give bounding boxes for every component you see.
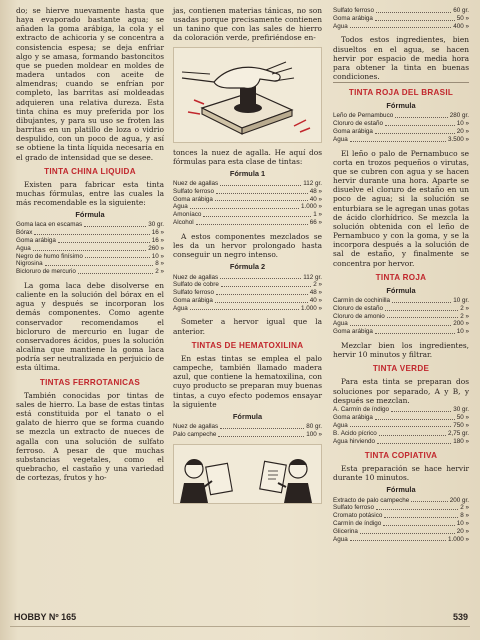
ingredient-name: Agua hirviendo — [333, 438, 376, 446]
recipe-item — [333, 128, 469, 136]
recipe-item — [333, 136, 469, 144]
dotted-leader — [375, 414, 455, 420]
recipe-item — [16, 245, 164, 253]
ingredient-quantity: 10 » — [456, 519, 469, 527]
ingredient-name: Bicloruro de mercurio — [16, 268, 76, 276]
ingredient-name: Agua — [333, 22, 348, 30]
recipe-formula-3 — [173, 423, 322, 439]
recipe-item — [173, 211, 322, 219]
paragraph-copia: Esta preparación se hace hervir durante 10 minutos. — [333, 464, 469, 483]
dotted-leader — [33, 245, 147, 251]
ingredient-name: Extracto de palo campeche — [333, 496, 410, 504]
dotted-leader — [375, 128, 455, 134]
recipe-item — [173, 289, 322, 297]
recipe-china — [16, 221, 164, 276]
recipe-item — [333, 497, 469, 505]
ingredient-quantity: 200 » — [453, 320, 469, 328]
recipe-item — [333, 536, 469, 544]
recipe-item — [173, 188, 322, 196]
dotted-leader — [220, 274, 301, 280]
paragraph-goma: La goma laca debe disolverse en caliente en la solución del bórax en el agua y después se incorporan los demás componentes. Como agente conservador recomendamos el bicloruro de mercurio en lugar de conservadores ácidos, pues la solución alcalina que mantiene la goma laca podría ser neutralizada en perjuicio de esta última. — [16, 281, 164, 373]
dotted-leader — [385, 305, 458, 311]
ingredient-name: Leño de Pernambuco — [333, 112, 394, 120]
dotted-leader — [375, 15, 455, 21]
paragraph-roja: Mezclar bien los ingredientes, hervir 10 minutos y filtrar. — [333, 341, 469, 360]
recipe-item — [16, 229, 164, 237]
dotted-leader — [45, 260, 154, 266]
recipe-formula-2 — [173, 274, 322, 313]
ingredient-quantity: 66 » — [309, 219, 322, 227]
recipe-item — [173, 196, 322, 204]
recipe-item — [333, 313, 469, 321]
dotted-leader — [350, 23, 452, 29]
paragraph-ferro: También conocidas por tintas de sales de hierro. La base de estas tintas está constituida por el tanato o el galato de hierro que se forma cuando se mezcla un extracto de nueces de agalla con una solución de sulfato ferroso. A pesar de que muchas substancias vegetales, como el quebracho, el castaño y una variedad de cortezas, frutos y ho- — [16, 390, 164, 483]
ingredient-name: Bórax — [16, 229, 33, 237]
dotted-leader — [216, 188, 308, 194]
recipe-item — [333, 528, 469, 536]
recipe-item — [333, 15, 469, 23]
ingredient-quantity: 400 » — [453, 22, 469, 30]
ingredient-quantity: 1.000 » — [300, 304, 322, 312]
recipe-item — [333, 23, 469, 31]
column-1 — [16, 6, 164, 483]
dotted-leader — [350, 136, 446, 142]
ingredient-name: Cloruro de estaño — [333, 120, 384, 128]
dotted-leader — [375, 328, 455, 334]
ingredient-name: Nuez de agallas — [173, 273, 219, 281]
ingredient-name: Goma arábiga — [333, 128, 373, 136]
dotted-leader — [350, 320, 452, 326]
ingredient-name: Goma arábiga — [173, 195, 213, 203]
recipe-item — [333, 422, 469, 430]
ingredient-quantity: 112 gr. — [303, 180, 322, 188]
ingredient-name: Goma arábiga — [333, 413, 373, 421]
ingredient-quantity: 50 » — [456, 14, 469, 22]
dotted-leader — [384, 512, 458, 518]
dotted-leader — [58, 237, 150, 243]
recipe-item — [333, 7, 469, 15]
formula-brasil-label: Fórmula — [386, 101, 416, 111]
ingredient-quantity: 80 gr. — [306, 423, 322, 431]
footer-magazine-issue: HOBBY Nº 165 — [14, 612, 77, 622]
ingredient-quantity: 2 » — [313, 281, 322, 289]
illustration-two-figures — [173, 444, 322, 504]
ingredient-name: Agua — [16, 244, 31, 252]
ingredient-name: Cloruro de estaño — [333, 304, 384, 312]
dotted-leader — [215, 196, 308, 202]
recipe-item — [333, 120, 469, 128]
ingredient-quantity: 10 » — [456, 120, 469, 128]
recipe-item — [173, 219, 322, 227]
ingredient-name: Carmín de cochinilla — [333, 297, 391, 305]
ingredient-quantity: 40 » — [309, 296, 322, 304]
ingredient-quantity: 3.500 » — [447, 135, 469, 143]
paragraph-col2-after: tonces la nuez de agalla. He aquí dos fórmulas para esta clase de tintas: — [173, 147, 322, 166]
recipe-item — [173, 274, 322, 282]
dotted-leader — [411, 497, 447, 503]
recipe-item — [173, 431, 322, 439]
ingredient-quantity: 2 » — [460, 304, 469, 312]
dotted-leader — [218, 431, 304, 437]
ingredient-name: Sulfato ferroso — [173, 187, 214, 195]
dotted-leader — [78, 268, 153, 274]
recipe-brasil — [333, 112, 469, 143]
ingredient-quantity: 20 » — [456, 527, 469, 535]
dotted-leader — [34, 229, 149, 235]
dotted-leader — [216, 289, 308, 295]
recipe-item — [333, 328, 469, 336]
ingredient-name: B. Ácido pícrico — [333, 430, 377, 438]
recipe-item — [173, 423, 322, 431]
heading-tinta-copiativa: TINTA COPIATIVA — [364, 450, 438, 460]
ingredient-name: Agua — [173, 203, 188, 211]
ingredient-quantity: 16 » — [151, 229, 164, 237]
paragraph-f1: A estos componentes mezclados se les da un hervor prolongado hasta conseguir un negro intenso. — [173, 231, 322, 260]
ingredient-name: Sulfato ferroso — [173, 289, 214, 297]
ingredient-quantity: 48 » — [309, 289, 322, 297]
paragraph-intro: do; se hierve nuevamente hasta que haya evaporado bastante agua; se añaden la goma arábiga, la cola y el extracto de achicoria y se concentra a consistencia espesa; se deja enfriar algo y se amasa, formando bastoncitos que se pueden moldear en moldes de madera untados con aceite de almendras; cuando se enfrían por completo, las barritas así moldeadas adquieren una relativa dureza. Esta tinta china es muy preferida por los dibujantes, y para su uso se froten las barritas en un platillo de loza o vidrio despulido, con un poco de agua, y así se obtiene la tinta líquida necesaria en el grado de intensidad que se desee. — [16, 6, 164, 162]
ingredient-name: Nigrosina — [16, 260, 43, 268]
ingredient-name: Goma arábiga — [333, 14, 373, 22]
formula-label: Fórmula — [75, 210, 105, 220]
recipe-verde-b — [333, 430, 469, 446]
ingredient-name: A. Carmín de índigo — [333, 405, 390, 413]
ingredient-quantity: 2 » — [460, 504, 469, 512]
dotted-leader — [376, 7, 451, 13]
ingredient-quantity: 100 » — [306, 430, 322, 438]
ingredient-quantity: 30 gr. — [148, 221, 164, 229]
ingredient-quantity: 10 gr. — [453, 297, 469, 305]
recipe-verde-a — [333, 406, 469, 429]
formula-2-label: Fórmula 2 — [229, 262, 266, 272]
paragraph-f2: Someter a hervor igual que la anterior. — [173, 317, 322, 336]
recipe-formula-1 — [173, 180, 322, 227]
ingredient-quantity: 16 » — [151, 237, 164, 245]
ingredient-name: Goma arábiga — [173, 296, 213, 304]
heading-tintas-de-hematoxilina: TINTAS DE HEMATOXILINA — [191, 340, 304, 350]
recipe-item — [173, 305, 322, 313]
ingredient-name: Carmín de índigo — [333, 519, 382, 527]
formula-copia-label: Fórmula — [386, 485, 416, 495]
heading-tinta-roja-del-brasil: TINTA ROJA DEL BRASIL — [348, 88, 454, 98]
ingredient-quantity: 60 gr. — [453, 7, 469, 14]
recipe-item — [173, 203, 322, 211]
dotted-leader — [385, 120, 455, 126]
recipe-item — [333, 520, 469, 528]
paragraph-verde: Para esta tinta se preparan dos soluciones por separado, A y B, y después se mezclan. — [333, 377, 469, 405]
recipe-copiativa — [333, 497, 469, 544]
dotted-leader — [203, 211, 311, 217]
recipe-item — [16, 237, 164, 245]
dotted-leader — [190, 203, 299, 209]
ingredient-name: Alcohol — [173, 219, 194, 227]
heading-tinta-china-liquida: TINTA CHINA LIQUIDA — [44, 166, 136, 176]
dotted-leader — [391, 406, 451, 412]
recipe-continued — [333, 7, 469, 30]
ingredient-quantity: 2 » — [155, 268, 164, 276]
ingredient-name: Agua — [173, 304, 188, 312]
ingredient-quantity: 40 » — [309, 195, 322, 203]
heading-tinta-roja: TINTA ROJA — [375, 272, 427, 282]
dotted-leader — [190, 305, 299, 311]
ingredient-quantity: 10 » — [456, 328, 469, 336]
ingredient-quantity: 2 » — [460, 312, 469, 320]
dotted-leader — [387, 313, 458, 319]
recipe-item — [333, 320, 469, 328]
ingredient-quantity: 1.000 » — [300, 203, 322, 211]
dotted-leader — [376, 504, 458, 510]
hand-stamp-illustration — [174, 48, 321, 142]
ingredient-name: Goma arábiga — [333, 328, 373, 336]
paragraph-col3-top: Todos estos ingredientes, bien disueltos en el agua, se hacen hervir por espacio de media hora para obtener la tinta en buenas condiciones. — [333, 35, 469, 82]
ingredient-quantity: 10 » — [151, 252, 164, 260]
divider — [333, 82, 469, 83]
ingredient-name: Amoníaco — [173, 211, 202, 219]
heading-tinta-verde: TINTA VERDE — [372, 364, 430, 374]
recipe-roja — [333, 297, 469, 336]
recipe-item — [333, 512, 469, 520]
dotted-leader — [85, 253, 150, 259]
recipe-item — [16, 253, 164, 261]
dotted-leader — [379, 430, 446, 436]
recipe-item — [173, 281, 322, 289]
illustration-hand-stamp — [173, 47, 322, 143]
ingredient-name: Sulfato ferroso — [333, 7, 374, 14]
ingredient-name: Goma arábiga — [16, 237, 56, 245]
heading-tintas-ferrotanicas: TINTAS FERROTANICAS — [39, 377, 141, 387]
ingredient-quantity: 30 gr. — [453, 405, 469, 413]
dotted-leader — [360, 528, 455, 534]
dotted-leader — [383, 520, 454, 526]
recipe-item — [173, 180, 322, 188]
recipe-item — [333, 504, 469, 512]
ingredient-quantity: 112 gr. — [303, 273, 322, 281]
recipe-item — [333, 430, 469, 438]
recipe-item — [333, 406, 469, 414]
ingredient-name: Nuez de agallas — [173, 423, 219, 431]
dotted-leader — [220, 423, 304, 429]
recipe-item — [16, 260, 164, 268]
ingredient-name: Negro de humo finísimo — [16, 252, 83, 260]
column-2 — [173, 6, 322, 504]
ingredient-name: Goma laca en escamas — [16, 221, 83, 229]
paragraph-hema: En estas tintas se emplea el palo campeche, también llamado madera azul, que contiene la hematoxilina, con cuyo producto se preparan muy buenas tintas, a cuyo efecto podemos ensayar la siguiente — [173, 353, 322, 409]
dotted-leader — [221, 281, 311, 287]
dotted-leader — [392, 297, 451, 303]
dotted-leader — [220, 180, 301, 186]
ingredient-quantity: 8 » — [460, 512, 469, 520]
ingredient-name: Sulfato ferroso — [333, 504, 374, 512]
ingredient-name: Agua — [333, 135, 348, 143]
ingredient-name: Agua — [333, 421, 348, 429]
ingredient-quantity: 20 » — [456, 128, 469, 136]
dotted-leader — [377, 438, 451, 444]
ingredient-name: Palo campeche — [173, 430, 217, 438]
formula-1-label: Fórmula 1 — [229, 168, 266, 178]
recipe-item — [173, 297, 322, 305]
dotted-leader — [84, 221, 146, 227]
paragraph-col2-top: jas, contienen materias tánicas, no son usadas porque precisamente contienen un tanino que con las sales de hierro da coloración verde, prefiriéndose en- — [173, 6, 322, 43]
recipe-item — [333, 305, 469, 313]
ingredient-name: Agua — [333, 320, 348, 328]
footer-page-number: 539 — [452, 612, 468, 622]
ingredient-quantity: 1.000 » — [447, 535, 469, 543]
footer-rule — [10, 626, 470, 627]
ingredient-quantity: 50 » — [456, 413, 469, 421]
ingredient-name: Glicerina — [333, 527, 358, 535]
recipe-item — [333, 414, 469, 422]
dotted-leader — [350, 422, 452, 428]
dotted-leader — [350, 536, 446, 542]
ingredient-name: Agua — [333, 535, 348, 543]
ingredient-quantity: 280 gr. — [449, 112, 469, 120]
ingredient-quantity: 1 » — [313, 211, 322, 219]
two-figures-illustration — [174, 445, 321, 503]
formula-3-label: Fórmula — [232, 411, 263, 421]
formula-roja-label: Fórmula — [386, 285, 416, 295]
recipe-item — [333, 112, 469, 120]
column-3 — [333, 6, 469, 548]
dotted-leader — [196, 219, 308, 225]
ingredient-name: Cloruro de amonio — [333, 312, 385, 320]
paragraph-china: Existen para fabricar esta tinta muchas fórmulas, entre las cuales la más recomendable es la siguiente: — [16, 179, 164, 208]
ingredient-quantity: 260 » — [148, 244, 164, 252]
dotted-leader — [395, 112, 448, 118]
recipe-item — [16, 221, 164, 229]
ingredient-quantity: 750 » — [453, 421, 469, 429]
recipe-item — [16, 268, 164, 276]
ingredient-name: Cromato potásico — [333, 512, 383, 520]
ingredient-name: Sulfato de cobre — [173, 281, 219, 289]
paragraph-brasil: El leño o palo de Pernambuco se corta en trozos pequeños o virutas, que se cubren con agua y se hacen hervir durante una hora. Aparte se disuelve el cloruro de estaño en un poco de agua; si la solución se enturbiara se le agregan unas gotas de ácido clorhídrico. Se mezcla la solución obtenida con el leño de Pernambuco y con la goma, y se la incorpora después a la solución de sal de estaño, y finalmente se concentra por hervor. — [333, 148, 469, 268]
dotted-leader — [215, 297, 308, 303]
ingredient-name: Nuez de agallas — [173, 180, 219, 188]
recipe-item — [333, 438, 469, 446]
ingredient-quantity: 8 » — [155, 260, 164, 268]
ingredient-quantity: 200 gr. — [449, 496, 469, 504]
recipe-item — [333, 297, 469, 305]
ingredient-quantity: 180 » — [453, 438, 469, 446]
ingredient-quantity: 2,75 gr. — [447, 430, 469, 438]
ingredient-quantity: 48 » — [309, 187, 322, 195]
